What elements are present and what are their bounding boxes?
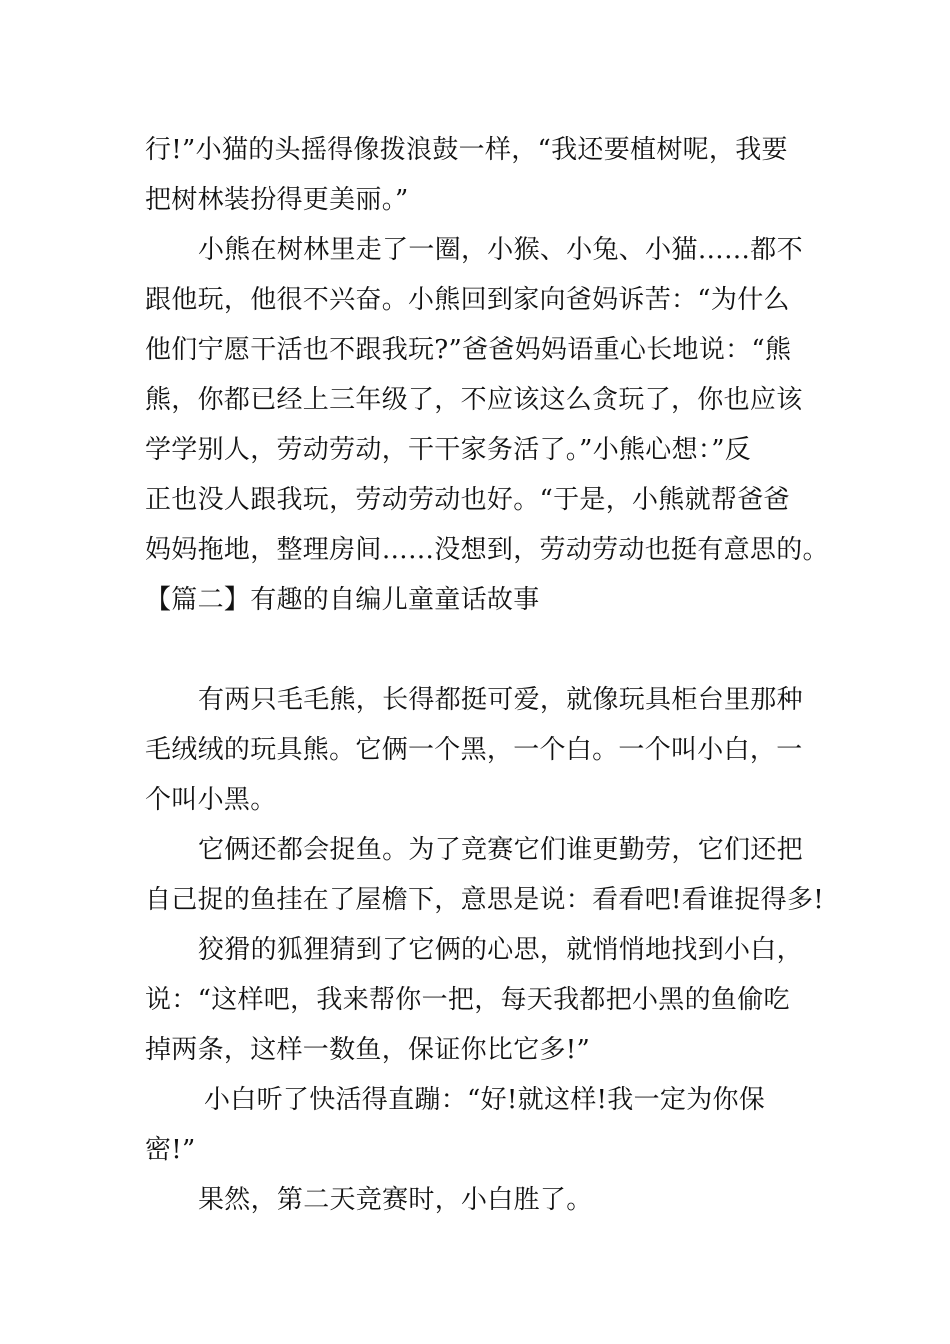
paragraph-start: 有两只毛毛熊，长得都挺可爱，就像玩具柜台里那种 bbox=[198, 685, 803, 715]
text-line: 个叫小黑。 bbox=[145, 785, 277, 815]
text-line: 熊，你都已经上三年级了，不应该这么贪玩了，你也应该 bbox=[145, 385, 803, 415]
text-line: 跟他玩，他很不兴奋。小熊回到家向爸妈诉苦：“为什么 bbox=[145, 285, 790, 315]
text-line: 他们宁愿干活也不跟我玩?”爸爸妈妈语重心长地说：“熊 bbox=[145, 335, 792, 365]
text-line: 掉两条，这样一数鱼，保证你比它多!” bbox=[145, 1035, 591, 1065]
text-line: 学学别人，劳动劳动，干干家务活了。”小熊心想：”反 bbox=[145, 435, 752, 465]
text-line: 妈妈拖地，整理房间……没想到，劳动劳动也挺有意思的。 bbox=[145, 535, 829, 565]
paragraph-start: 狡猾的狐狸猜到了它俩的心思，就悄悄地找到小白， bbox=[198, 935, 803, 965]
text-line: 说：“这样吧，我来帮你一把，每天我都把小黑的鱼偷吃 bbox=[145, 985, 790, 1015]
paragraph-start: 小熊在树林里走了一圈，小猴、小兔、小猫……都不 bbox=[198, 235, 803, 265]
text-line: 毛绒绒的玩具熊。它俩一个黑，一个白。一个叫小白，一 bbox=[145, 735, 803, 765]
text-line: 正也没人跟我玩，劳动劳动也好。“于是，小熊就帮爸爸 bbox=[145, 485, 790, 515]
paragraph-start: 它俩还都会捉鱼。为了竞赛它们谁更勤劳，它们还把 bbox=[198, 835, 803, 865]
text-line: 行!”小猫的头摇得像拨浪鼓一样，“我还要植树呢，我要 bbox=[145, 135, 788, 165]
text-line: 把树林装扮得更美丽。” bbox=[145, 185, 409, 215]
section-heading: 【篇二】有趣的自编儿童童话故事 bbox=[145, 585, 540, 615]
paragraph-start: 果然，第二天竞赛时，小白胜了。 bbox=[198, 1185, 593, 1215]
paragraph-start: 小白听了快活得直蹦：“好!就这样!我一定为你保 bbox=[204, 1085, 766, 1115]
text-line: 密!” bbox=[145, 1135, 196, 1165]
text-line: 自己捉的鱼挂在了屋檐下，意思是说：看看吧!看谁捉得多! bbox=[145, 885, 824, 915]
